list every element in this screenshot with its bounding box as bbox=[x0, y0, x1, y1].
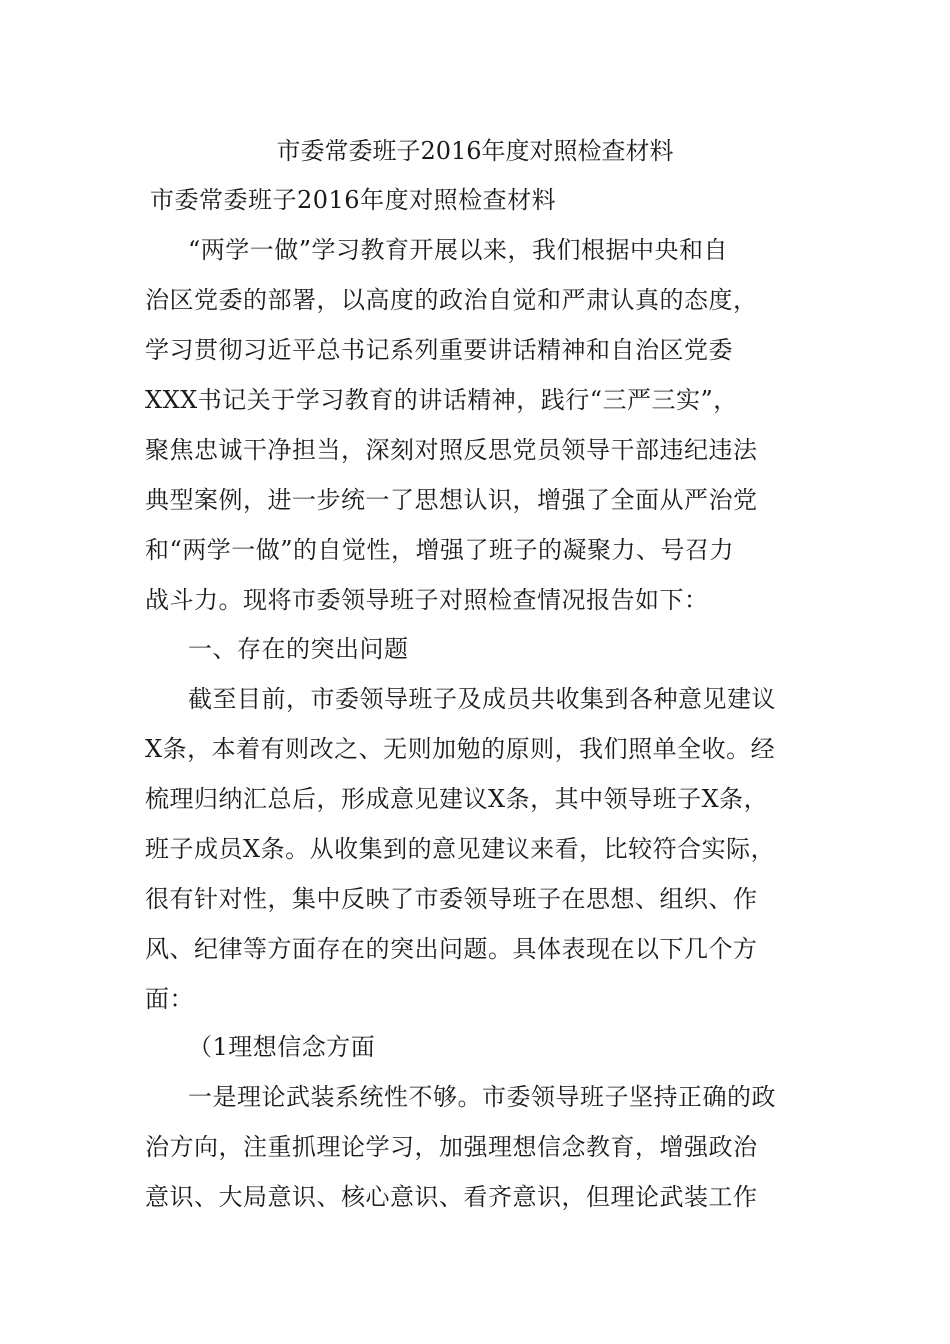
section-heading-1: 一、存在的突出问题 bbox=[188, 635, 409, 663]
paragraph-line-12: 班子成员X条。从收集到的意见建议来看，比较符合实际， bbox=[145, 835, 776, 863]
document-subtitle: 市委常委班子2016年度对照检查材料 bbox=[150, 186, 557, 214]
paragraph-line-7: 和“两学一做”的自觉性，增强了班子的凝聚力、号召力 bbox=[145, 536, 735, 564]
paragraph-line-4: XXX书记关于学习教育的讲话精神，践行“三严三实”， bbox=[145, 386, 738, 414]
paragraph-line-9: 截至目前，市委领导班子及成员共收集到各种意见建议 bbox=[188, 685, 776, 713]
paragraph-line-18: 意识、大局意识、核心意识、看齐意识，但理论武装工作 bbox=[145, 1183, 758, 1211]
paragraph-line-2: 治区党委的部署，以高度的政治自觉和严肃认真的态度， bbox=[145, 286, 758, 314]
paragraph-line-6: 典型案例，进一步统一了思想认识，增强了全面从严治党 bbox=[145, 486, 758, 514]
paragraph-line-5: 聚焦忠诚干净担当，深刻对照反思党员领导干部违纪违法 bbox=[145, 436, 758, 464]
subsection-heading-1: （1理想信念方面 bbox=[188, 1033, 376, 1061]
paragraph-line-10: X条，本着有则改之、无则加勉的原则，我们照单全收。经 bbox=[145, 735, 776, 763]
paragraph-line-13: 很有针对性，集中反映了市委领导班子在思想、组织、作 bbox=[145, 885, 758, 913]
paragraph-line-11: 梳理归纳汇总后，形成意见建议X条，其中领导班子X条， bbox=[145, 785, 769, 813]
paragraph-line-14: 风、纪律等方面存在的突出问题。具体表现在以下几个方 bbox=[145, 935, 758, 963]
paragraph-line-1: “两学一做”学习教育开展以来，我们根据中央和自 bbox=[188, 236, 729, 264]
paragraph-line-17: 治方向，注重抓理论学习，加强理想信念教育，增强政治 bbox=[145, 1133, 758, 1161]
paragraph-line-3: 学习贯彻习近平总书记系列重要讲话精神和自治区党委 bbox=[145, 336, 733, 364]
paragraph-line-16: 一是理论武装系统性不够。市委领导班子坚持正确的政 bbox=[188, 1083, 776, 1111]
document-title: 市委常委班子2016年度对照检查材料 bbox=[276, 137, 674, 165]
paragraph-line-8: 战斗力。现将市委领导班子对照检查情况报告如下： bbox=[145, 586, 709, 614]
paragraph-line-15: 面： bbox=[145, 985, 194, 1013]
